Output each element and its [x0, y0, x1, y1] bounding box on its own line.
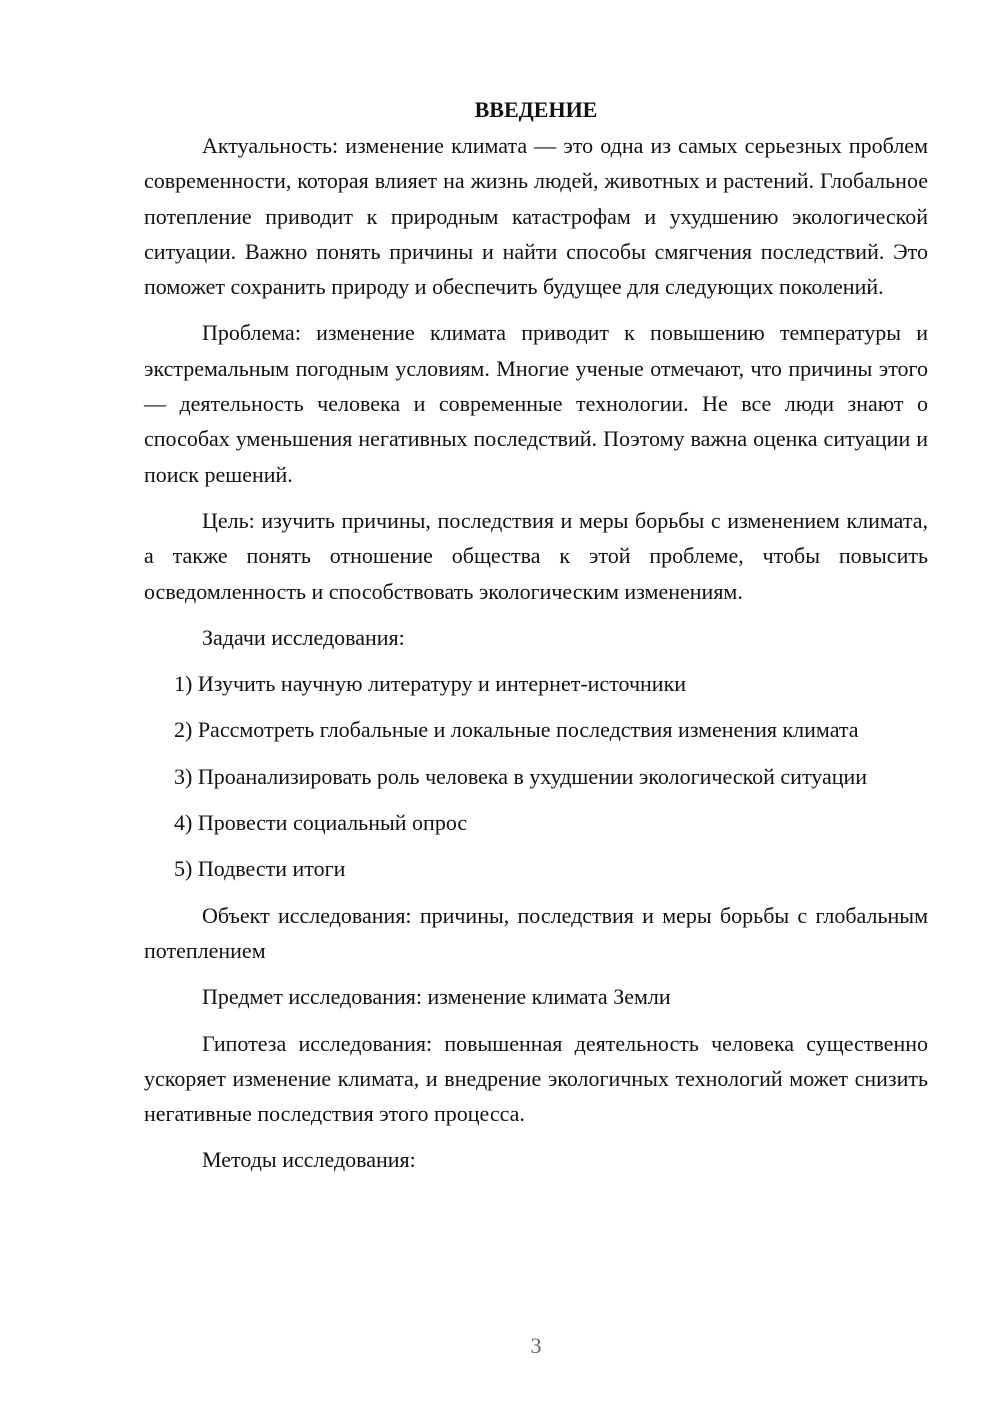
task-item-3: 3) Проанализировать роль человека в ухудшении экологической ситуации — [174, 763, 868, 789]
paragraph-hypothesis: Гипотеза исследования: повышенная деятельность человека существенно ускоряет изменение климата, и внедрение экологичных технологий может снизить негативные последствия этого процесса. — [144, 1030, 928, 1127]
document-page — [144, 92, 928, 1178]
task-item-5: 5) Подвести итоги — [174, 856, 346, 882]
task-item-2: 2) Рассмотреть глобальные и локальные последствия изменения климата — [174, 717, 859, 743]
task-item-4: 4) Провести социальный опрос — [174, 810, 468, 836]
tasks-heading: Задачи исследования: — [202, 624, 405, 650]
page-number: 3 — [530, 1333, 542, 1358]
task-item-1: 1) Изучить научную литературу и интернет-источники — [174, 671, 687, 697]
paragraph-object: Объект исследования: причины, последствия и меры борьбы с глобальным потеплением — [144, 902, 928, 963]
paragraph-goal: Цель: изучить причины, последствия и меры борьбы с изменением климата, а также понять отношение общества к этой проблеме, чтобы повысить осведомленность и способствовать экологическим изменениям. — [144, 507, 928, 604]
paragraph-relevance: Актуальность: изменение климата — это одна из самых серьезных проблем современности, которая влияет на жизнь людей, животных и растений. Глобальное потепление приводит к природным катастрофам и ухудшению экологической ситуации. Важно понять причины и найти способы смягчения последствий. Это поможет сохранить природу и обеспечить будущее для следующих поколений. — [144, 133, 928, 300]
paragraph-subject: Предмет исследования: изменение климата Земли — [202, 984, 671, 1010]
paragraph-methods: Методы исследования: — [202, 1147, 416, 1173]
section-title: ВВЕДЕНИЕ — [474, 97, 598, 122]
paragraph-problem: Проблема: изменение климата приводит к повышению температуры и экстремальным погодным условиям. Многие ученые отмечают, что причины этого — деятельность человека и современные технологии. Не все люди знают о способах уменьшения негативных последствий. Поэтому важна оценка ситуации и поиск решений. — [144, 320, 928, 487]
